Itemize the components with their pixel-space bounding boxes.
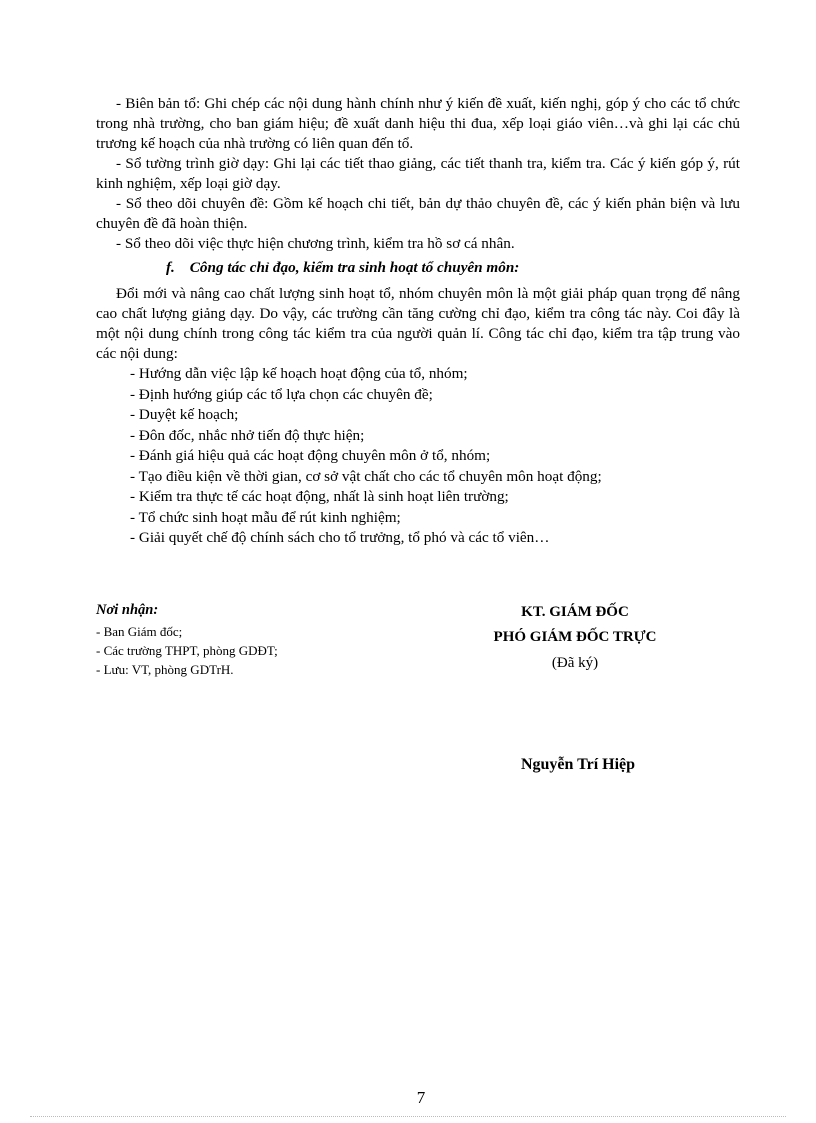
recipients-list: [96, 622, 396, 679]
section-heading-marker: f.: [166, 259, 175, 276]
paragraph-lesson-report-book: - Sổ tường trình giờ dạy: Ghi lại các tiết thao giảng, các tiết thanh tra, kiểm tra. Các ý kiến góp ý, rút kinh nghiệm, xếp loại giờ dạy.: [96, 155, 740, 192]
section-paragraph: Đổi mới và nâng cao chất lượng sinh hoạt tổ, nhóm chuyên môn là một giải pháp quan trọng để nâng cao chất lượng giảng dạy. Do vậy, các trường cần tăng cường chỉ đạo, kiểm tra công tác này. Coi đây là một nội dung chính trong công tác kiểm tra của người quản lí. Công tác chỉ đạo, kiểm tra tập trung vào các nội dung:: [96, 285, 740, 362]
section-heading: [96, 258, 740, 278]
task-item: - Tổ chức sinh hoạt mẫu để rút kinh nghiệm;: [130, 508, 401, 526]
signature-signed-note: (Đã ký): [551, 655, 599, 671]
recipient-item: - Ban Giám đốc;: [96, 624, 183, 639]
recipient-item: - Lưu: VT, phòng GDTrH.: [96, 662, 234, 677]
recipients-block: [96, 602, 396, 679]
signer-name: Nguyễn Trí Hiệp: [520, 756, 636, 773]
task-item: - Đôn đốc, nhắc nhở tiến độ thực hiện;: [130, 426, 365, 444]
task-item: - Tạo điều kiện về thời gian, cơ sở vật chất cho các tổ chuyên môn hoạt động;: [130, 467, 602, 485]
task-item: - Đánh giá hiệu quả các hoạt động chuyên môn ở tổ, nhóm;: [130, 447, 491, 464]
task-item: - Định hướng giúp các tổ lựa chọn các chuyên đề;: [130, 385, 433, 403]
section-heading-text: Công tác chỉ đạo, kiểm tra sinh hoạt tổ chuyên môn:: [189, 259, 520, 276]
task-item: - Duyệt kế hoạch;: [130, 406, 239, 423]
footer-divider: [30, 1116, 786, 1117]
task-item: - Kiểm tra thực tế các hoạt động, nhất là sinh hoạt liên trường;: [130, 488, 509, 505]
page-number: 7: [416, 1088, 426, 1107]
task-list: [96, 364, 740, 549]
paragraph-minutes-book: - Biên bản tổ: Ghi chép các nội dung hành chính như ý kiến đề xuất, kiến nghị, góp ý cho các tổ chức trong nhà trường, cho ban giám hiệu; đề xuất danh hiệu thi đua, xếp loại giáo viên…và ghi lại các chủ trương kế hoạch của nhà trường có liên quan đến tổ.: [96, 95, 740, 152]
task-item: - Hướng dẫn việc lập kế hoạch hoạt động của tổ, nhóm;: [130, 365, 468, 382]
paragraph-program-tracking-book: - Sổ theo dõi việc thực hiện chương trình, kiểm tra hồ sơ cá nhân.: [116, 235, 515, 252]
signature-position: PHÓ GIÁM ĐỐC TRỰC: [493, 629, 657, 645]
signature-block: [460, 600, 690, 774]
recipients-title: Nơi nhận:: [96, 602, 159, 618]
signature-authority: KT. GIÁM ĐỐC: [521, 604, 629, 620]
task-item: - Giải quyết chế độ chính sách cho tổ trưởng, tổ phó và các tổ viên…: [130, 529, 550, 546]
recipient-item: - Các trường THPT, phòng GDĐT;: [96, 643, 278, 658]
body-text: [96, 94, 740, 549]
paragraph-topic-tracking-book: - Sổ theo dõi chuyên đề: Gồm kế hoạch chi tiết, bản dự thảo chuyên đề, các ý kiến phản biện và lưu chuyên đề đã hoàn thiện.: [96, 195, 740, 232]
